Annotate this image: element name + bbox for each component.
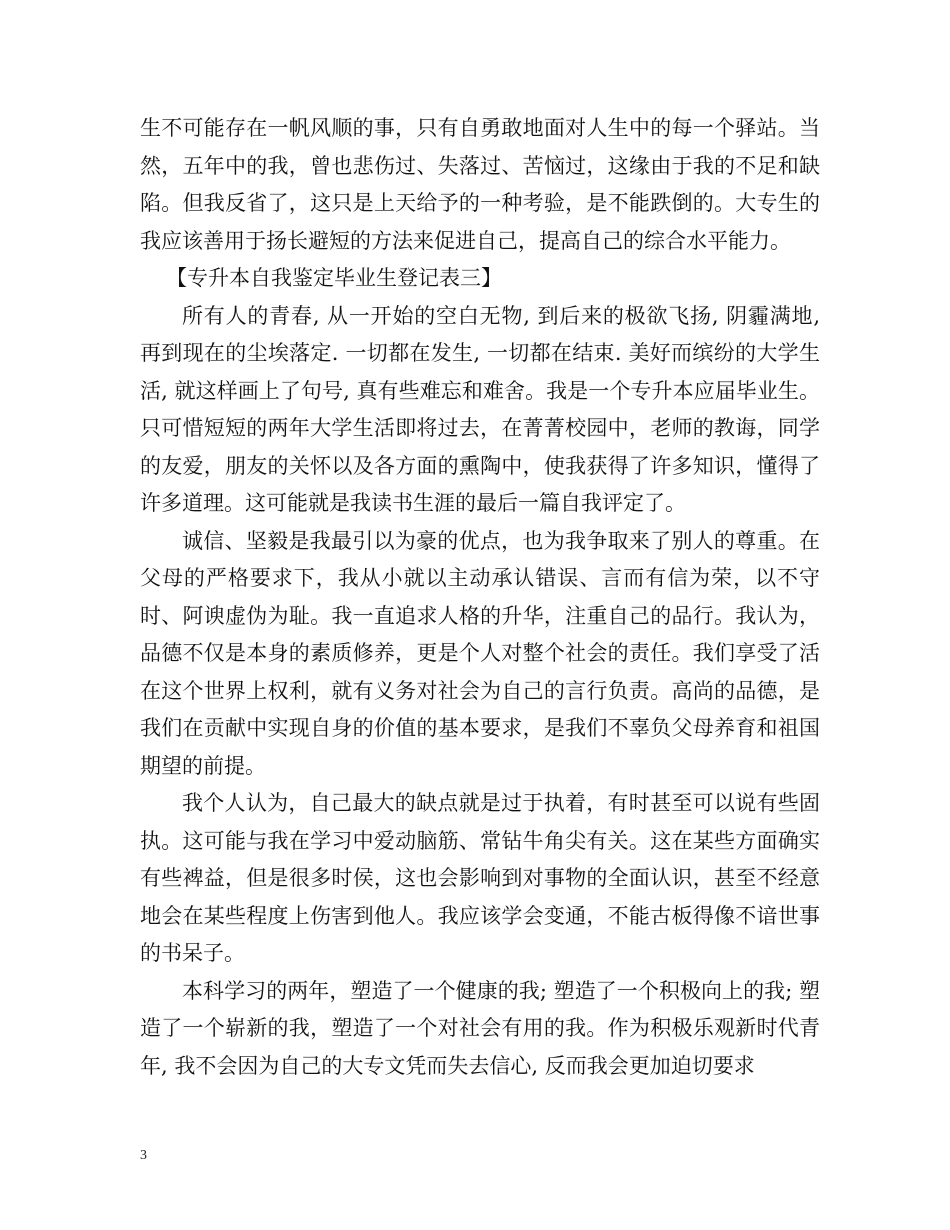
paragraph-undergraduate: 本科学习的两年，塑造了一个健康的我; 塑造了一个积极向上的我; 塑造了一个崭新的我，塑造了一个对社会有用的我。作为积极乐观新时代青年, 我不会因为自己的大专文凭而失去信心, 反而我会更加迫切要求	[140, 978, 820, 1078]
document-body	[140, 110, 820, 1085]
page-number: 3	[140, 1148, 147, 1163]
paragraph-continuation: 生不可能存在一帆风顺的事，只有自勇敢地面对人生中的每一个驿站。当然，五年中的我，曾也悲伤过、失落过、苦恼过，这缘由于我的不足和缺陷。但我反省了，这只是上天给予的一种考验，是不能跌倒的。大专生的我应该善用于扬长避短的方法来促进自己，提高自己的综合水平能力。	[140, 116, 820, 253]
paragraph-youth: 所有人的青春, 从一开始的空白无物, 到后来的极欲飞扬, 阴霾满地, 再到现在的尘埃落定. 一切都在发生, 一切都在结束. 美好而缤纷的大学生活, 就这样画上了句号, 真有些难忘和难舍。我是一个专升本应届毕业生。只可惜短短的两年大学生活即将过去，在菁菁校园中，老师的教诲，同学的友爱，朋友的关怀以及各方面的熏陶中，使我获得了许多知识，懂得了许多道理。这可能就是我读书生涯的最后一篇自我评定了。	[140, 303, 820, 515]
paragraph-integrity: 诚信、坚毅是我最引以为豪的优点，也为我争取来了别人的尊重。在父母的严格要求下，我从小就以主动承认错误、言而有信为荣，以不守时、阿谀虚伪为耻。我一直追求人格的升华，注重自己的品行。我认为，品德不仅是本身的素质修养，更是个人对整个社会的责任。我们享受了活在这个世界上权利，就有义务对社会为自己的言行负责。高尚的品德，是我们在贡献中实现自身的价值的基本要求，是我们不辜负父母养育和祖国期望的前提。	[140, 528, 820, 778]
section-heading: 【专升本自我鉴定毕业生登记表三】	[166, 266, 502, 290]
paragraph-shortcoming: 我个人认为，自己最大的缺点就是过于执着，有时甚至可以说有些固执。这可能与我在学习中爱动脑筋、常钻牛角尖有关。这在某些方面确实有些裨益，但是很多时侯，这也会影响到对事物的全面认识，甚至不经意地会在某些程度上伤害到他人。我应该学会变通，不能古板得像不谙世事的书呆子。	[140, 791, 820, 965]
